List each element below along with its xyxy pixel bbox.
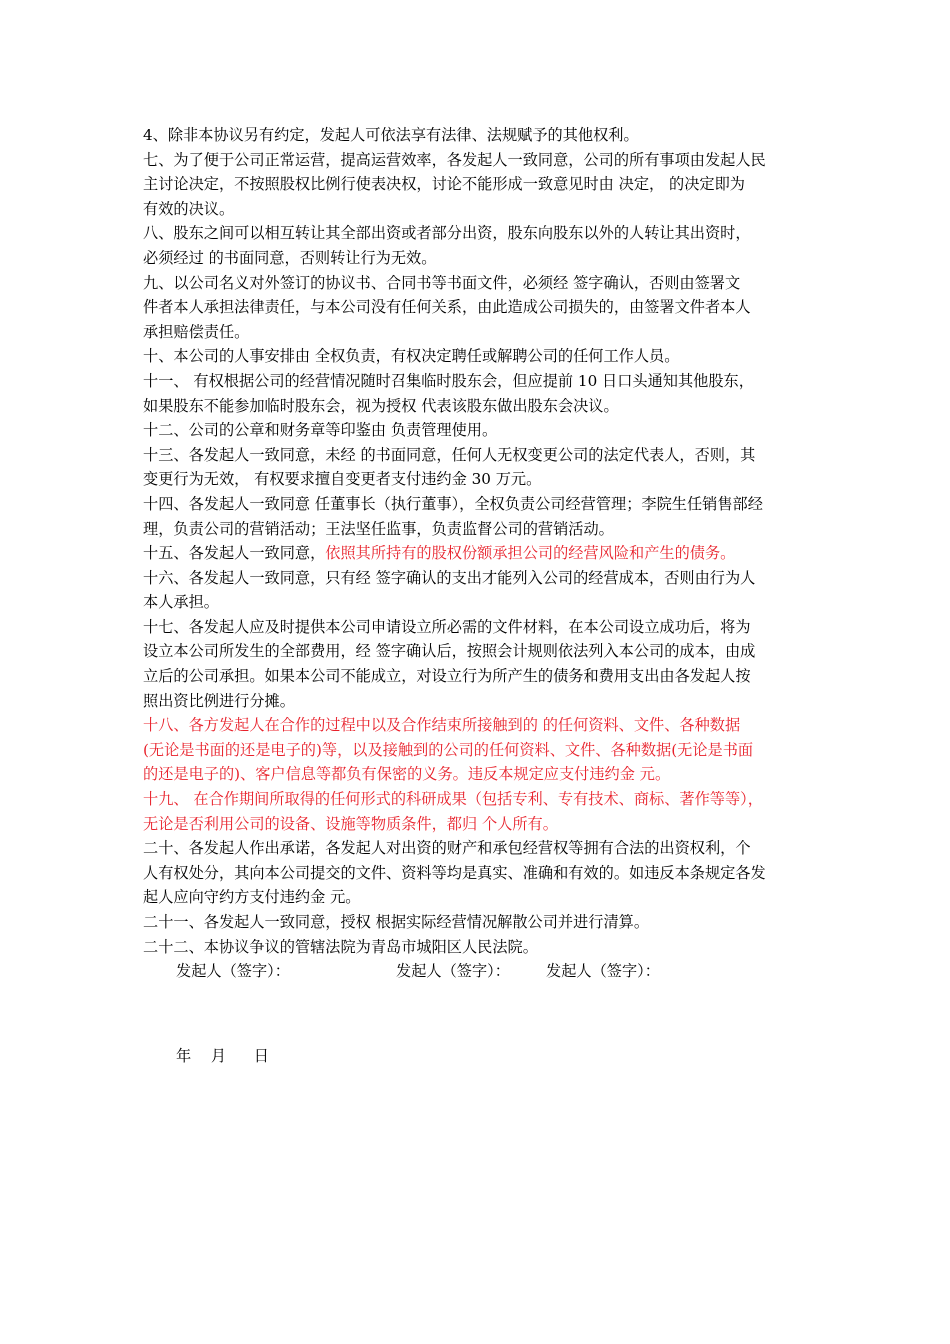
clause-20 (143, 836, 815, 910)
clause-18 (143, 713, 815, 787)
clause-line: 设立本公司所发生的全部费用，经 签字确认后，按照会计规则依法列入本公司的成本，由成 (143, 642, 756, 661)
clause-10 (143, 344, 815, 369)
clause-line: (无论是书面的还是电子的)等，以及接触到的公司的任何资料、文件、各种数据(无论是书面 (143, 740, 754, 759)
clause-line: 承担赔偿责任。 (143, 322, 250, 341)
clause-line: 无论是否利用公司的设备、设施等物质条件，都归 个人所有。 (143, 814, 558, 833)
signature-field-2: 发起人（签字）： (396, 962, 510, 981)
clause-line-lead: 十五、各发起人一致同意， (143, 544, 326, 563)
clause-line: 八、股东之间可以相互转让其全部出资或者部分出资，股东向股东以外的人转让其出资时， (143, 224, 751, 243)
date-line (176, 1044, 269, 1068)
clause-line: 照出资比例进行分摊。 (143, 691, 295, 710)
clause-line: 十六、各发起人一致同意，只有经 签字确认的支出才能列入公司的经营成本，否则由行为人 (143, 568, 756, 587)
clause-line: 十八、各方发起人在合作的过程中以及合作结束所接触到的 的任何资料、文件、各种数据 (143, 716, 741, 735)
clause-line: 二十、各发起人作出承诺，各发起人对出资的财产和承包经营权等拥有合法的出资权利，个 (143, 839, 751, 858)
clause-line: 有效的决议。 (143, 199, 235, 218)
clause-16 (143, 566, 815, 615)
clause-15 (143, 541, 815, 566)
clause-14 (143, 492, 815, 541)
clause-line: 4、除非本协议另有约定，发起人可依法享有法律、法规赋予的其他权利。 (143, 126, 639, 144)
clause-8 (143, 221, 815, 270)
clause-7 (143, 148, 815, 222)
clause-line: 十四、各发起人一致同意 任董事长（执行董事），全权负责公司经营管理；李院生任销售部经 (143, 494, 763, 513)
signature-field-3: 发起人（签字）： (546, 962, 660, 981)
clause-line: 立后的公司承担。如果本公司不能成立，对设立行为所产生的债务和费用支出由各发起人按 (143, 667, 751, 686)
date-day: 日 (253, 1047, 269, 1065)
clause-13 (143, 443, 815, 492)
clause-line: 本人承担。 (143, 593, 219, 612)
clause-17 (143, 615, 815, 713)
clause-line: 的还是电子的)、客户信息等都负有保密的义务。违反本规定应支付违约金 元。 (143, 765, 671, 784)
clause-line: 十九、 在合作期间所取得的任何形式的科研成果（包括专利、专有技术、商标、著作等等）， (143, 790, 763, 809)
clause-line: 十三、各发起人一致同意，未经 的书面同意，任何人无权变更公司的法定代表人，否则，其 (143, 445, 756, 464)
date-year: 年 (176, 1047, 192, 1065)
clause-line: 件者本人承担法律责任，与本公司没有任何关系，由此造成公司损失的，由签署文件者本人 (143, 298, 751, 317)
clause-11 (143, 369, 815, 418)
clause-line: 二十二、本协议争议的管辖法院为青岛市城阳区人民法院。 (143, 937, 538, 956)
clause-line: 十七、各发起人应及时提供本公司申请设立所必需的文件材料，在本公司设立成功后，将为 (143, 617, 751, 636)
clause-line: 必须经过 的书面同意，否则转让行为无效。 (143, 248, 437, 267)
clause-line: 九、以公司名义对外签订的协议书、合同书等书面文件，必须经 签字确认，否则由签署文 (143, 273, 741, 292)
clause-line: 理，负责公司的营销活动；王法坚任监事，负责监督公司的营销活动。 (143, 519, 614, 538)
clause-line-highlight: 依照其所持有的股权份额承担公司的经营风险和产生的债务。 (325, 544, 736, 563)
signature-field-1: 发起人（签字）： (176, 962, 290, 981)
clause-21 (143, 910, 815, 935)
clause-line: 主讨论决定，不按照股权比例行使表决权，讨论不能形成一致意见时由 决定， 的决定即为 (143, 175, 745, 194)
document-body (143, 123, 815, 984)
clause-line: 十一、 有权根据公司的经营情况随时召集临时股东会，但应提前 10 日口头通知其他股东， (143, 371, 754, 390)
date-month: 月 (210, 1047, 227, 1065)
clause-12 (143, 418, 815, 443)
clause-line: 人有权处分，其向本公司提交的文件、资料等均是真实、准确和有效的。如违反本条规定各发 (143, 863, 766, 882)
clause-22 (143, 935, 815, 960)
clause-line: 如果股东不能参加临时股东会，视为授权 代表该股东做出股东会决议。 (143, 396, 619, 415)
clause-line: 变更行为无效， 有权要求擅自变更者支付违约金 30 万元。 (143, 470, 542, 489)
signature-row (143, 959, 815, 984)
clause-line: 七、为了便于公司正常运营，提高运营效率，各发起人一致同意，公司的所有事项由发起人民 (143, 150, 766, 169)
clause-line: 二十一、各发起人一致同意，授权 根据实际经营情况解散公司并进行清算。 (143, 913, 650, 931)
clause-line: 起人应向守约方支付违约金 元。 (143, 888, 361, 907)
clause-line (143, 541, 815, 566)
clause-line: 十、本公司的人事安排由 全权负责，有权决定聘任或解聘公司的任何工作人员。 (143, 347, 680, 366)
clause-9 (143, 271, 815, 345)
clause-line: 十二、公司的公章和财务章等印鉴由 负责管理使用。 (143, 421, 498, 440)
clause-4 (143, 123, 815, 148)
clause-19 (143, 787, 815, 836)
